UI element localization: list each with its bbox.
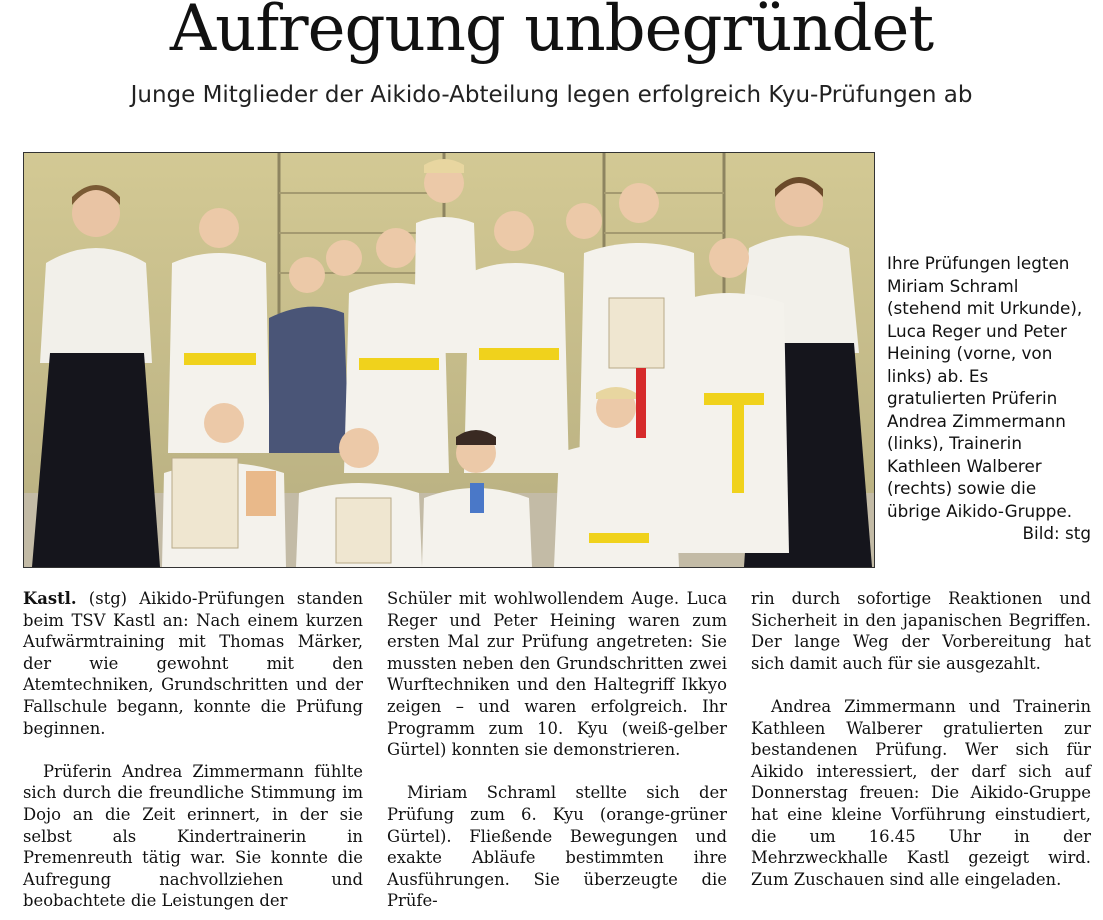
dateline: Kastl. <box>23 589 77 608</box>
paragraph-1-text: (stg) Aikido-Prüfungen standen beim TSV Kastl an: Nach einem kurzen Aufwärmtraining mit Thomas Märker, der wie gewohnt mit den Atemtechniken, Grundschritten und der Fallschule begann, konnte die Prüfung beginnen. <box>23 589 363 738</box>
paragraph-4: Miriam Schraml stellte sich der Prüfung zum 6. Kyu (orange-grüner Gürtel). Fließende Bewegungen und exakte Abläufe bestimmten ihre Ausführungen. Sie überzeugte die Prüfe- <box>387 783 727 911</box>
headline: Aufregung unbegründet <box>169 0 934 66</box>
photo-credit: Bild: stg <box>1022 523 1091 543</box>
paragraph-5: rin durch sofortige Reaktionen und Sicherheit in den japanischen Begriffen. Der lange Weg der Vorbereitung hat sich damit auch für sie ausgezahlt. <box>751 589 1091 673</box>
group-photo <box>23 152 875 568</box>
photo-caption: Ihre Prüfungen legten Miriam Schraml (stehend mit Urkunde), Luca Reger und Peter Heining (vorne, von links) ab. Es gratulierten Prüferin Andrea Zimmermann (links), Trainerin Kathleen Walberer (rechts) sowie die übrige Aikido-Gruppe. <box>887 253 1083 521</box>
paragraph-2: Prüferin Andrea Zimmermann fühlte sich durch die freundliche Stimmung im Dojo an die Zeit erinnert, in der sie selbst als Kindertrainerin in Premenreuth tätig war. Sie konnte die Aufregung nachvollziehen und beobachtete die Leistungen der <box>23 761 363 911</box>
paragraph-6: Andrea Zimmermann und Trainerin Kathleen Walberer gratulierten zur bestandenen Prüfung. Wer sich für Aikido interessiert, der darf sich auf Donnerstag freuen: Die Aikido-Gruppe hat eine kleine Vorführung einstudiert, die um 16.45 Uhr in der Mehrzweckhalle Kastl gezeigt wird. Zum Zuschauen sind alle eingeladen. <box>751 696 1091 889</box>
article-column-3 <box>751 588 1091 890</box>
subheadline: Junge Mitglieder der Aikido-Abteilung legen erfolgreich Kyu-Prüfungen ab <box>130 82 973 108</box>
paragraph-1 <box>23 588 363 739</box>
photo-caption-block <box>887 252 1091 545</box>
article-column-2 <box>387 588 727 912</box>
article-column-1 <box>23 588 363 912</box>
paragraph-3: Schüler mit wohlwollendem Auge. Luca Reger und Peter Heining waren zum ersten Mal zur Prüfung angetreten: Sie mussten neben den Grundschritten zwei Wurftechniken und den Haltegriff Ikkyo zeigen – und waren erfolgreich. Ihr Programm zum 10. Kyu (weiß-gelber Gürtel) konnten sie demonstrieren. <box>387 589 727 760</box>
